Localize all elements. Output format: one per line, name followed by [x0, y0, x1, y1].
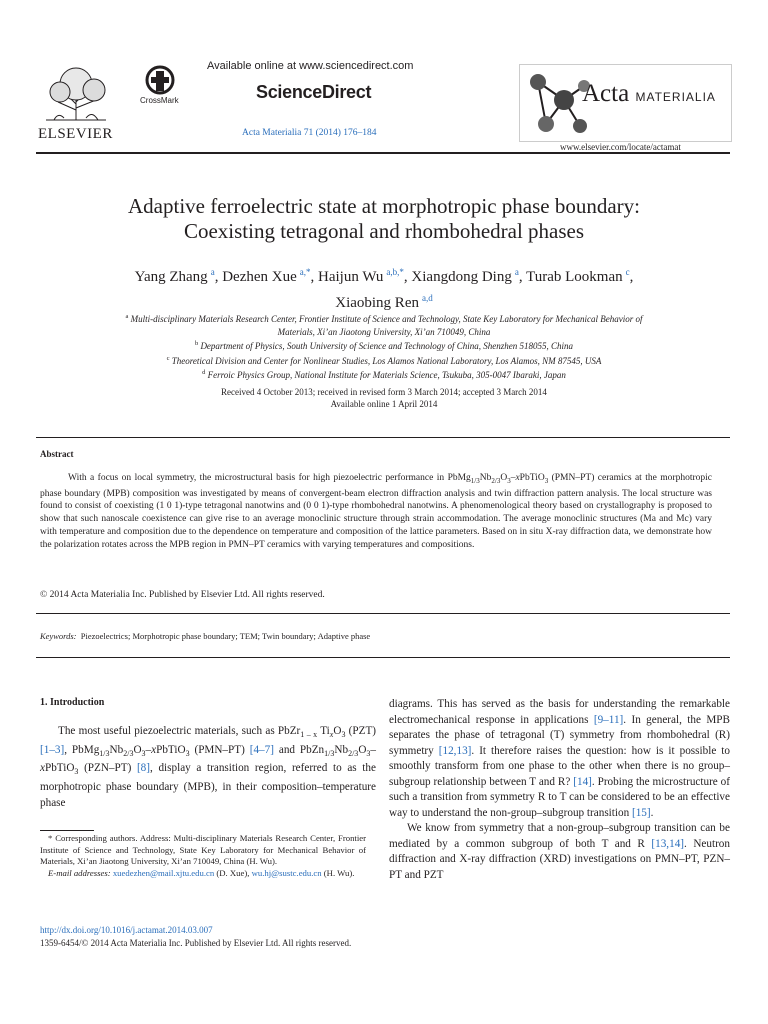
text-span: . — [650, 806, 654, 819]
corresponding-author-footnote — [40, 833, 366, 879]
text-span: . In general, the MPB separates the phase of tetragonal (T) symmetry from rhombohedral (R) symmetry — [389, 713, 730, 757]
citation-link[interactable]: [8] — [136, 762, 150, 775]
text-span: , PbMg — [64, 743, 100, 756]
text-span: Nb — [334, 743, 349, 756]
abstract-sub: 3 — [507, 476, 511, 485]
author-name: Dezhen Xue — [222, 269, 297, 285]
author-affil-mark[interactable]: a,* — [299, 267, 311, 277]
available-online-text: Available online at www.sciencedirect.com — [207, 60, 414, 72]
affil-mark-c: c — [166, 354, 170, 362]
doi-link[interactable]: http://dx.doi.org/10.1016/j.actamat.2014.03.007 — [40, 925, 213, 935]
text-sub: 3 — [185, 748, 190, 758]
abstract-span: With a focus on local symmetry, the microstructural basis for high piezoelectric performance in PbMg — [68, 473, 471, 483]
abstract-sub: 1/3 — [470, 476, 480, 485]
available-date: Available online 1 April 2014 — [330, 399, 438, 409]
intro-column-1 — [40, 724, 376, 811]
text-span: Ti — [317, 725, 330, 737]
citation-link[interactable]: [9–11] — [593, 713, 624, 726]
affiliation-a-cont: Materials, Xi’an Jiaotong University, Xi’an 710049, China — [277, 326, 491, 337]
citation-link[interactable]: [15] — [631, 806, 651, 819]
citation-link[interactable]: [4–7] — [249, 743, 274, 756]
text-sub: 3 — [366, 748, 371, 758]
author-affil-mark[interactable]: a,b,* — [386, 267, 404, 277]
acta-materialia-wordmark — [582, 80, 716, 108]
text-span: PbTiO — [156, 743, 186, 756]
abstract-span: Nb — [479, 473, 492, 483]
text-sub: 3 — [341, 730, 346, 740]
journal-url[interactable]: www.elsevier.com/locate/actamat — [560, 142, 681, 152]
author-affil-mark[interactable]: a — [210, 267, 215, 277]
text-span: (PZN–PT) — [78, 762, 137, 775]
text-span: . Probing the microstructure of such a transition from symmetry R to T can be considered to be an effective way to understand the non-group–subgroup transition — [389, 775, 731, 819]
email-link[interactable]: xuedezhen@mail.xjtu.edu.cn — [112, 867, 215, 878]
abstract-span: (PMN–PT) ceramics at the morphotropic phase boundary (MPB) composition was investigated by means of convergent-beam electron diffraction analysis and twin diffraction pattern analysis. The local structure was found to consist of coexisting (1 0 1)-type tetragonal nanotwins and (0 0 1)-type rhombohedral nanotwins. A phenomenological theory based on crystallography is proposed to show that such nanoscale coexistence can give rise to an average monoclinic structure through strain accommodation. The average monoclinic structures (Ma and Mc) vary with temperature and composition due to the dependence on temperature and composition of the lattice parameters. Based on in situ X-ray diffraction data, we demonstrate how the polarization rotates across the MPB region in PMN–PT ceramics with varying temperatures and compositions. — [40, 473, 712, 550]
text-span: – — [370, 743, 376, 756]
affiliations — [40, 311, 728, 382]
text-sub: 1/3 — [99, 748, 110, 758]
header-divider — [36, 152, 730, 154]
text-sub: x — [329, 730, 334, 740]
text-sub: 3 — [74, 767, 79, 777]
author-affil-mark[interactable]: a,d — [422, 293, 433, 303]
abstract-text — [40, 472, 712, 552]
text-sub: 2/3 — [123, 748, 134, 758]
title-line-1: Adaptive ferroelectric state at morphotropic phase boundary: — [128, 194, 640, 218]
abstract-italic-x: x — [515, 473, 520, 483]
author-name: Xiaobing Ren — [335, 295, 419, 311]
footnote-text: (H. Wu). — [321, 867, 355, 878]
text-span: The most useful piezoelectric materials, such as PbZr — [58, 725, 301, 737]
abstract-sub: 2/3 — [491, 476, 501, 485]
text-span: . It therefore raises the question: how is it possible to smoothly transform from one phase to the other when there is no group–subgroup relationship between T and R? — [389, 744, 730, 788]
citation-link[interactable]: [13,14] — [651, 837, 685, 850]
sciencedirect-logo[interactable]: ScienceDirect — [256, 82, 372, 102]
author-name: Turab Lookman — [526, 269, 623, 285]
text-span: O — [333, 725, 342, 737]
text-span: diagrams. This has served as the basis for understanding the remarkable electromechanical response in applications — [389, 698, 730, 726]
keywords — [40, 631, 370, 641]
crossmark-label: CrossMark — [140, 96, 179, 105]
text-sub: 1/3 — [324, 748, 335, 758]
affil-mark-b: b — [194, 340, 199, 347]
affil-mark-d: d — [202, 369, 206, 376]
author-name: Haijun Wu — [318, 269, 384, 285]
citation-link[interactable]: [14] — [573, 775, 592, 788]
text-sub: 2/3 — [348, 748, 359, 758]
text-sub: 1 – x — [300, 730, 318, 740]
received-dates: Received 4 October 2013; received in revised form 3 March 2014; accepted 3 March 2014 — [221, 387, 547, 397]
abstract-sub: 3 — [544, 476, 549, 485]
intro-column-2 — [389, 697, 730, 883]
italic-x: x — [40, 762, 45, 775]
footnote-rule — [40, 830, 94, 831]
footnote-text: Corresponding authors. Address: Multi-disciplinary Materials Research Center, Frontier Institute of Science and Technology, State Key Laboratory for Mechanical Behavior of Materials, Xi’an Jiaotong University, Xi’an 710049, China (H. Wu). — [40, 833, 366, 866]
text-span: PbTiO — [44, 762, 75, 775]
abstract-span: – — [510, 473, 516, 483]
affiliation-c: Theoretical Division and Center for Nonlinear Studies, Los Alamos National Laboratory, Los Alamos, NM 87545, USA — [171, 355, 602, 366]
abstract-span: PbTiO — [519, 473, 545, 483]
abstract-top-rule — [36, 437, 730, 438]
affiliation-a: Multi-disciplinary Materials Research Center, Frontier Institute of Science and Technology, State Key Laboratory for Mechanical Behavior of — [130, 314, 643, 324]
abstract-span: O — [500, 473, 508, 483]
article-dates — [40, 386, 728, 410]
email-link[interactable]: wu.hj@sustc.edu.cn — [251, 867, 322, 878]
author-name: Yang Zhang — [134, 269, 208, 285]
author-name: Xiangdong Ding — [411, 269, 512, 285]
author-affil-mark[interactable]: a — [514, 267, 519, 277]
journal-reference-link[interactable]: Acta Materialia 71 (2014) 176–184 — [242, 128, 377, 138]
email-label: E-mail addresses: — [48, 867, 111, 878]
article-title — [40, 194, 728, 244]
text-span: and PbZn — [273, 743, 325, 756]
text-span: – — [145, 743, 152, 756]
keywords-bottom-rule — [36, 657, 730, 658]
text-span: Nb — [109, 743, 124, 756]
affiliation-d: Ferroic Physics Group, National Institute for Materials Science, Tsukuba, 305-0047 Ibaraki, Japan — [207, 370, 566, 380]
footnote-text: (D. Xue), — [214, 867, 252, 878]
keywords-label: Keywords: — [40, 631, 77, 641]
keywords-list: Piezoelectrics; Morphotropic phase boundary; TEM; Twin boundary; Adaptive phase — [80, 631, 371, 641]
affiliation-b: Department of Physics, South University of Science and Technology of China, Shenzhen 518055, China — [200, 341, 574, 351]
keywords-top-rule — [36, 613, 730, 614]
issn-copyright: 1359-6454/© 2014 Acta Materialia Inc. Published by Elsevier Ltd. All rights reserved. — [40, 938, 352, 948]
citation-link[interactable]: [12,13] — [438, 744, 472, 757]
text-span: . Neutron diffraction and X-ray diffraction (XRD) investigations on PMN–PT, PZN–PT and PZT — [389, 837, 730, 881]
acta-sub-word: MATERIALIA — [635, 90, 716, 104]
text-span: We know from symmetry that a non-group–subgroup transition can be mediated by a common subgroup of both T and R — [389, 822, 730, 850]
author-affil-mark[interactable]: c — [625, 267, 630, 277]
italic-x: x — [151, 743, 157, 756]
elsevier-wordmark: ELSEVIER — [38, 126, 113, 142]
abstract-copyright: © 2014 Acta Materialia Inc. Published by Elsevier Ltd. All rights reserved. — [40, 590, 325, 600]
affil-mark-a: a — [125, 313, 129, 320]
section-heading-introduction: 1. Introduction — [40, 697, 105, 708]
abstract-heading: Abstract — [40, 449, 74, 459]
title-line-2: Coexisting tetragonal and rhombohedral phases — [183, 219, 585, 243]
author-list: Yang Zhang $^a$, Dezhen Xue $^{a,*}$, Haijun Wu $^{a,b,*}$, Xiangdong Ding $^a$, Turab Lookman $^c$, Xiaobing Ren $^{a,d}$ — [134, 267, 634, 311]
footnote-star: * — [48, 833, 53, 843]
text-span: O — [358, 743, 367, 756]
text-span: , display a transition region, referred to as the morphotropic phase boundary (MPB), in their composition–temperature phase — [40, 762, 376, 809]
text-span: (PZT) — [345, 725, 377, 737]
acta-main-word: Acta — [582, 80, 630, 107]
citation-link[interactable]: [1–3] — [40, 743, 65, 756]
text-sub: 3 — [141, 748, 146, 758]
text-span: (PMN–PT) — [189, 743, 250, 756]
text-span: O — [133, 743, 142, 756]
